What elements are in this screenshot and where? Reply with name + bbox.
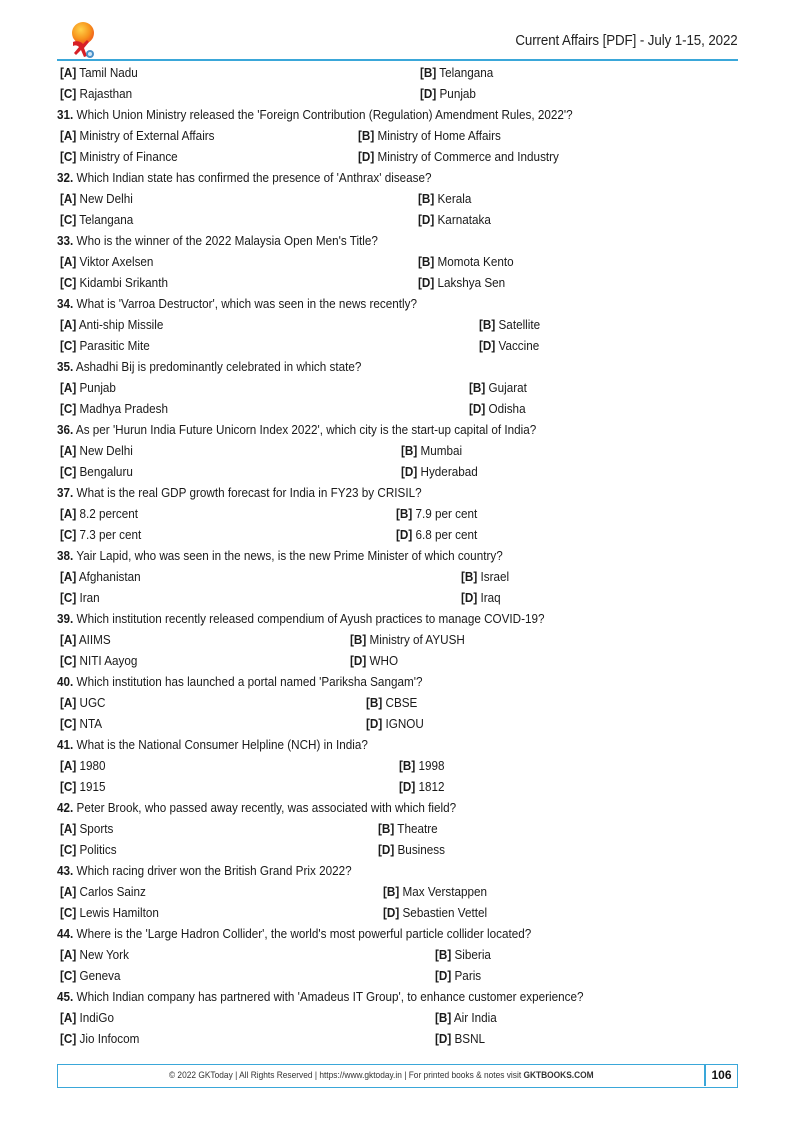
option-text: Ministry of External Affairs [79, 128, 215, 143]
answer-option [418, 188, 471, 209]
header-divider [57, 59, 738, 61]
answer-option [60, 1007, 114, 1028]
option-row [60, 314, 740, 335]
option-text: Karnataka [437, 212, 491, 227]
option-label: [B] [435, 1010, 452, 1025]
answer-option [60, 566, 141, 587]
answer-option [60, 503, 138, 524]
question [57, 734, 740, 755]
question-text: Ashadhi Bij is predominantly celebrated in which state? [75, 359, 362, 374]
option-text: NITI Aayog [79, 653, 138, 668]
option-text: Iran [79, 590, 100, 605]
answer-option [60, 398, 168, 419]
option-label: [A] [60, 695, 77, 710]
footer-copyright [58, 1065, 704, 1086]
question-number: 44. [57, 926, 74, 941]
answer-option [60, 650, 137, 671]
option-label: [D] [366, 716, 383, 731]
answer-option [60, 209, 133, 230]
question [57, 986, 740, 1007]
answer-option [60, 587, 100, 608]
option-row [60, 125, 740, 146]
page-footer [57, 1064, 738, 1088]
option-row [60, 335, 740, 356]
option-label: [C] [60, 401, 77, 416]
answer-option [60, 776, 106, 797]
option-label: [B] [469, 380, 486, 395]
answer-option [396, 524, 477, 545]
option-text: Ministry of Finance [79, 149, 178, 164]
answer-option [479, 335, 539, 356]
option-text: Rajasthan [79, 86, 133, 101]
question-number: 33. [57, 233, 74, 248]
option-label: [C] [60, 1031, 77, 1046]
answer-option [60, 62, 138, 83]
question [57, 671, 740, 692]
option-text: IndiGo [79, 1010, 114, 1025]
answer-option [420, 62, 493, 83]
answer-option [366, 692, 417, 713]
answer-option [60, 314, 163, 335]
answer-option [60, 461, 133, 482]
option-label: [C] [60, 149, 77, 164]
option-label: [D] [461, 590, 478, 605]
option-text: Kerala [437, 191, 472, 206]
question-number: 37. [57, 485, 74, 500]
question-list [57, 62, 740, 1049]
page-header [57, 18, 738, 60]
option-label: [D] [479, 338, 496, 353]
option-label: [D] [435, 968, 452, 983]
option-row [60, 440, 740, 461]
option-row [60, 461, 740, 482]
option-label: [A] [60, 380, 77, 395]
question [57, 167, 740, 188]
option-text: Madhya Pradesh [79, 401, 168, 416]
option-label: [D] [358, 149, 375, 164]
answer-option [60, 692, 106, 713]
answer-option [60, 1028, 139, 1049]
question-text: Where is the 'Large Hadron Collider', the world's most powerful particle collider located? [76, 926, 532, 941]
answer-option [435, 944, 491, 965]
answer-option [479, 314, 540, 335]
option-label: [C] [60, 338, 77, 353]
option-text: Sports [79, 821, 114, 836]
option-text: 7.9 per cent [415, 506, 478, 521]
option-text: Punjab [79, 380, 116, 395]
option-label: [B] [461, 569, 478, 584]
question-text: As per 'Hurun India Future Unicorn Index 2022', which city is the start-up capital of India? [75, 422, 537, 437]
option-text: Punjab [439, 86, 476, 101]
option-row [60, 524, 740, 545]
option-row [60, 272, 740, 293]
option-label: [A] [60, 506, 77, 521]
option-text: Lakshya Sen [437, 275, 506, 290]
question [57, 545, 740, 566]
option-label: [D] [378, 842, 395, 857]
option-text: Ministry of AYUSH [369, 632, 465, 647]
question-number: 36. [57, 422, 74, 437]
question [57, 419, 740, 440]
option-text: Tamil Nadu [79, 65, 138, 80]
answer-option [418, 251, 514, 272]
question-text: Which Union Ministry released the 'Foreign Contribution (Regulation) Amendment Rules, 2022'? [76, 107, 573, 122]
option-row [60, 377, 740, 398]
option-text: Mumbai [420, 443, 463, 458]
question-text: What is 'Varroa Destructor', which was seen in the news recently? [76, 296, 417, 311]
question-number: 38. [57, 548, 74, 563]
answer-option [60, 755, 106, 776]
question-text: Who is the winner of the 2022 Malaysia Open Men's Title? [76, 233, 378, 248]
option-label: [A] [60, 758, 77, 773]
answer-option [383, 902, 487, 923]
option-text: Bengaluru [79, 464, 133, 479]
option-label: [A] [60, 884, 77, 899]
option-text: 1915 [79, 779, 106, 794]
option-text: New Delhi [79, 191, 133, 206]
option-label: [A] [60, 569, 77, 584]
question-text: Which institution recently released compendium of Ayush practices to manage COVID-19? [76, 611, 545, 626]
question-text: Yair Lapid, who was seen in the news, is the new Prime Minister of which country? [76, 548, 503, 563]
answer-option [435, 1028, 485, 1049]
option-text: Momota Kento [437, 254, 514, 269]
option-label: [D] [420, 86, 437, 101]
option-text: Carlos Sainz [79, 884, 146, 899]
option-label: [A] [60, 1010, 77, 1025]
option-label: [B] [435, 947, 452, 962]
question [57, 608, 740, 629]
answer-option [60, 188, 133, 209]
question-number: 40. [57, 674, 74, 689]
option-label: [C] [60, 905, 77, 920]
answer-option [366, 713, 424, 734]
option-row [60, 944, 740, 965]
question [57, 104, 740, 125]
answer-option [60, 146, 178, 167]
question-number: 39. [57, 611, 74, 626]
option-text: 6.8 per cent [415, 527, 478, 542]
option-text: CBSE [385, 695, 418, 710]
option-text: AIIMS [78, 632, 111, 647]
option-label: [B] [399, 758, 416, 773]
option-text: 7.3 per cent [79, 527, 142, 542]
option-text: 1980 [79, 758, 106, 773]
answer-option [358, 146, 559, 167]
question-number: 42. [57, 800, 74, 815]
option-label: [A] [60, 65, 77, 80]
option-label: [B] [418, 191, 435, 206]
answer-option [350, 629, 465, 650]
answer-option [60, 902, 159, 923]
option-text: Max Verstappen [402, 884, 488, 899]
answer-option [60, 524, 141, 545]
option-label: [B] [396, 506, 413, 521]
answer-option [399, 776, 445, 797]
option-label: [B] [383, 884, 400, 899]
option-text: Satellite [498, 317, 541, 332]
option-row [60, 965, 740, 986]
answer-option [60, 839, 117, 860]
option-row [60, 629, 740, 650]
option-row [60, 566, 740, 587]
option-text: Geneva [79, 968, 121, 983]
option-row [60, 818, 740, 839]
answer-option [420, 83, 476, 104]
option-label: [A] [60, 947, 77, 962]
question [57, 293, 740, 314]
answer-option [418, 209, 491, 230]
option-text: Siberia [454, 947, 491, 962]
option-label: [D] [399, 779, 416, 794]
option-label: [D] [350, 653, 367, 668]
option-row [60, 692, 740, 713]
answer-option [469, 398, 526, 419]
option-label: [D] [396, 527, 413, 542]
option-label: [C] [60, 275, 77, 290]
question [57, 860, 740, 881]
option-text: Afghanistan [78, 569, 141, 584]
option-text: UGC [79, 695, 106, 710]
option-text: Parasitic Mite [79, 338, 150, 353]
option-label: [C] [60, 86, 77, 101]
answer-option [60, 629, 111, 650]
question [57, 797, 740, 818]
option-row [60, 839, 740, 860]
option-text: Odisha [488, 401, 526, 416]
option-text: Jio Infocom [79, 1031, 140, 1046]
option-label: [A] [60, 128, 77, 143]
option-label: [A] [60, 191, 77, 206]
option-row [60, 650, 740, 671]
option-text: Sebastien Vettel [402, 905, 488, 920]
page-number: 106 [711, 1068, 732, 1082]
option-label: [C] [60, 527, 77, 542]
option-row [60, 713, 740, 734]
answer-option [60, 965, 120, 986]
option-row [60, 209, 740, 230]
question-number: 41. [57, 737, 74, 752]
question [57, 356, 740, 377]
option-row [60, 188, 740, 209]
question-number: 31. [57, 107, 74, 122]
answer-option [418, 272, 505, 293]
option-text: Gujarat [488, 380, 527, 395]
answer-option [401, 461, 478, 482]
option-text: 8.2 percent [79, 506, 139, 521]
question-number: 45. [57, 989, 74, 1004]
option-row [60, 755, 740, 776]
answer-option [461, 587, 501, 608]
option-label: [D] [418, 212, 435, 227]
option-label: [D] [469, 401, 486, 416]
question-text: Which institution has launched a portal named 'Pariksha Sangam'? [76, 674, 423, 689]
option-row [60, 587, 740, 608]
option-label: [B] [378, 821, 395, 836]
answer-option [378, 818, 438, 839]
option-text: Lewis Hamilton [79, 905, 159, 920]
option-text: Kidambi Srikanth [79, 275, 168, 290]
option-label: [C] [60, 779, 77, 794]
question-text: What is the National Consumer Helpline (NCH) in India? [76, 737, 368, 752]
option-label: [D] [435, 1031, 452, 1046]
option-row [60, 398, 740, 419]
document-title: Current Affairs [PDF] - July 1-15, 2022 [515, 33, 738, 49]
answer-option [60, 125, 215, 146]
option-text: Anti-ship Missile [78, 317, 164, 332]
gktoday-logo-icon [65, 20, 99, 60]
answer-option [60, 944, 129, 965]
question-number: 43. [57, 863, 74, 878]
answer-option [60, 818, 113, 839]
answer-option [60, 881, 146, 902]
option-label: [A] [60, 317, 77, 332]
option-text: Air India [453, 1010, 497, 1025]
option-label: [B] [420, 65, 437, 80]
option-text: BSNL [454, 1031, 486, 1046]
option-text: Hyderabad [420, 464, 478, 479]
answer-option [469, 377, 527, 398]
option-label: [B] [418, 254, 435, 269]
option-label: [D] [401, 464, 418, 479]
answer-option [60, 83, 132, 104]
option-text: Ministry of Home Affairs [377, 128, 501, 143]
question-number: 32. [57, 170, 74, 185]
option-text: Business [397, 842, 445, 857]
option-row [60, 83, 740, 104]
footer-brand-link[interactable]: GKTBOOKS.COM [523, 1070, 594, 1081]
option-row [60, 902, 740, 923]
option-label: [C] [60, 590, 77, 605]
question-text: Which racing driver won the British Grand Prix 2022? [76, 863, 352, 878]
option-label: [D] [383, 905, 400, 920]
option-text: Ministry of Commerce and Industry [377, 149, 559, 164]
answer-option [383, 881, 487, 902]
option-text: Telangana [79, 212, 134, 227]
question-text: Peter Brook, who passed away recently, was associated with which field? [76, 800, 457, 815]
answer-option [401, 440, 462, 461]
option-label: [B] [350, 632, 367, 647]
option-row [60, 251, 740, 272]
option-label: [A] [60, 821, 77, 836]
answer-option [60, 335, 150, 356]
answer-option [60, 377, 116, 398]
answer-option [435, 1007, 497, 1028]
question [57, 230, 740, 251]
option-text: Telangana [439, 65, 494, 80]
option-text: Israel [480, 569, 510, 584]
answer-option [350, 650, 398, 671]
option-text: Theatre [397, 821, 438, 836]
option-label: [B] [479, 317, 496, 332]
option-text: Paris [454, 968, 482, 983]
option-row [60, 62, 740, 83]
copyright-text: © 2022 GKToday | All Rights Reserved | https://www.gktoday.in | For printed books & notes visit [168, 1070, 524, 1081]
option-label: [C] [60, 464, 77, 479]
option-text: NTA [79, 716, 103, 731]
answer-option [396, 503, 477, 524]
question-number: 34. [57, 296, 74, 311]
option-row [60, 776, 740, 797]
option-label: [C] [60, 716, 77, 731]
answer-option [60, 440, 133, 461]
option-label: [A] [60, 632, 77, 647]
option-text: Viktor Axelsen [79, 254, 154, 269]
question-text: What is the real GDP growth forecast for India in FY23 by CRISIL? [76, 485, 422, 500]
option-row [60, 1028, 740, 1049]
answer-option [358, 125, 501, 146]
option-label: [A] [60, 254, 77, 269]
option-text: IGNOU [385, 716, 424, 731]
option-row [60, 503, 740, 524]
answer-option [378, 839, 445, 860]
answer-option [60, 713, 102, 734]
option-text: Vaccine [498, 338, 540, 353]
option-text: 1812 [418, 779, 445, 794]
option-text: WHO [369, 653, 399, 668]
option-label: [C] [60, 968, 77, 983]
option-text: New Delhi [79, 443, 133, 458]
answer-option [461, 566, 509, 587]
option-text: 1998 [418, 758, 445, 773]
option-row [60, 1007, 740, 1028]
option-label: [C] [60, 842, 77, 857]
answer-option [60, 251, 153, 272]
option-label: [A] [60, 443, 77, 458]
question-text: Which Indian company has partnered with 'Amadeus IT Group', to enhance customer experience? [76, 989, 584, 1004]
answer-option [60, 272, 168, 293]
question-number: 35. [57, 359, 74, 374]
option-text: New York [79, 947, 129, 962]
option-row [60, 146, 740, 167]
question [57, 923, 740, 944]
answer-option [399, 755, 445, 776]
option-label: [C] [60, 653, 77, 668]
option-text: Politics [79, 842, 117, 857]
option-row [60, 881, 740, 902]
option-text: Iraq [480, 590, 501, 605]
option-label: [B] [358, 128, 375, 143]
option-label: [C] [60, 212, 77, 227]
answer-option [435, 965, 481, 986]
option-label: [B] [401, 443, 418, 458]
option-label: [B] [366, 695, 383, 710]
question-text: Which Indian state has confirmed the presence of 'Anthrax' disease? [76, 170, 432, 185]
option-label: [D] [418, 275, 435, 290]
question [57, 482, 740, 503]
